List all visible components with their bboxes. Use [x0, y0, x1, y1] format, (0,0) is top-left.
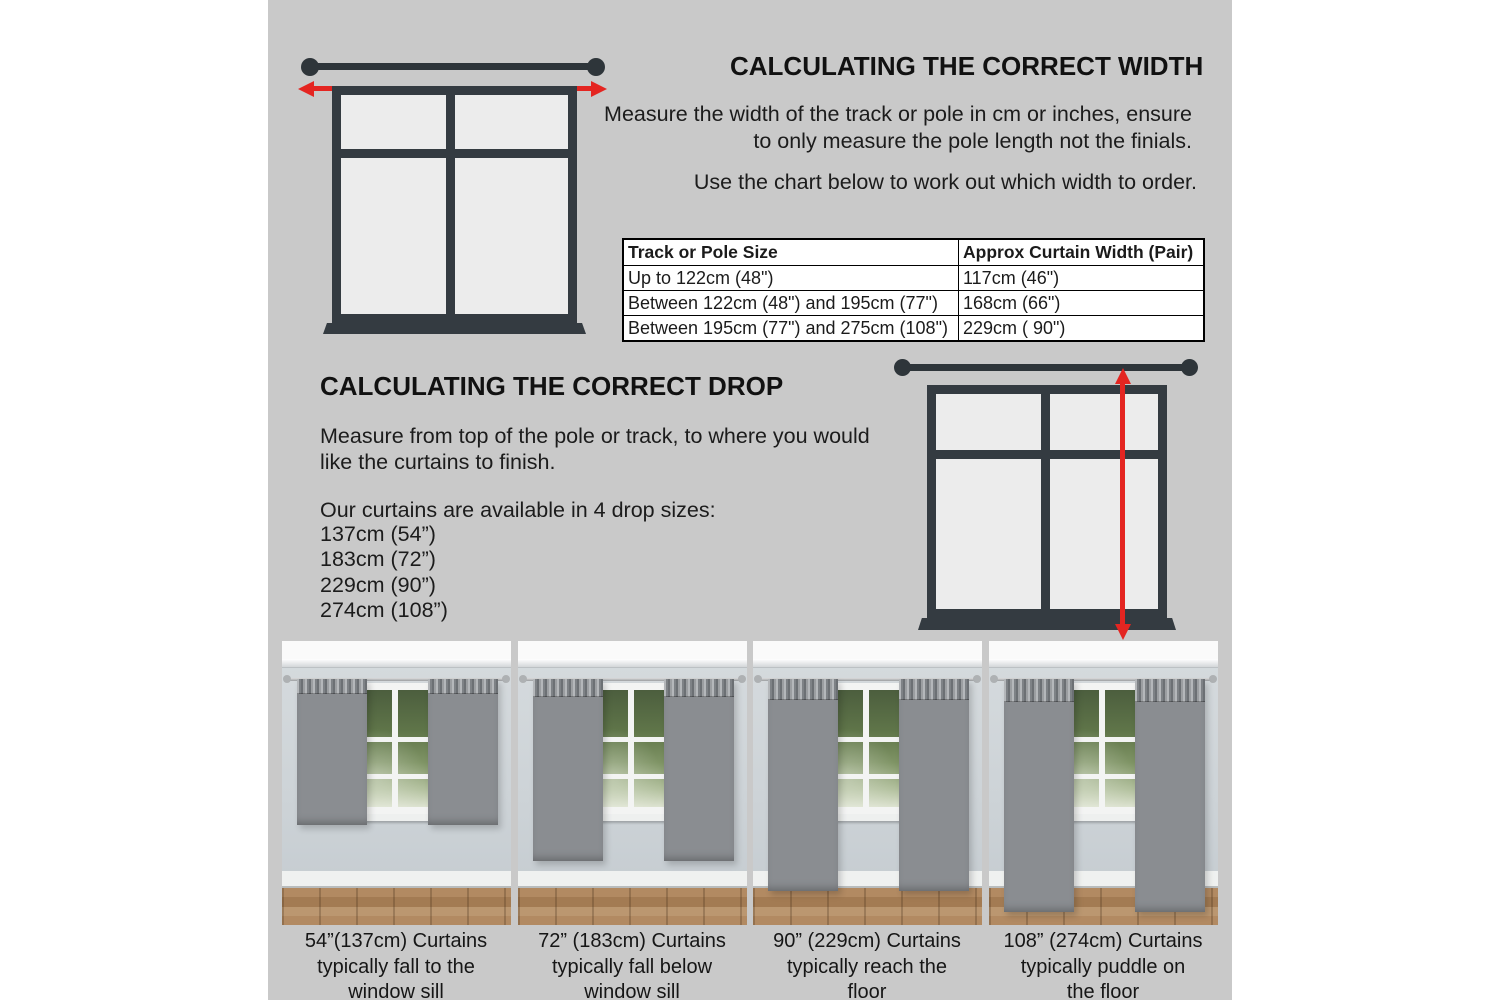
cornice [989, 659, 1218, 667]
curtain-width-cell: 229cm ( 90") [959, 316, 1205, 342]
table-row [623, 291, 1204, 316]
window-pane [341, 158, 446, 314]
wood-floor [282, 888, 511, 925]
baseboard [518, 871, 747, 887]
curtain-right [1135, 679, 1205, 912]
table-header-pole-size: Track or Pole Size [623, 239, 959, 266]
curtain-left [1004, 679, 1074, 912]
table-header-row [623, 239, 1204, 266]
drop-diagram-pole-finial-left [894, 359, 911, 376]
table-row [623, 316, 1204, 342]
curtain-right [899, 679, 969, 891]
width-section-title: CALCULATING THE CORRECT WIDTH [730, 51, 1204, 81]
width-diagram-pole-finial-right [587, 58, 605, 76]
width-arrow-left-head-icon [298, 81, 314, 97]
glazing-bar [863, 690, 869, 807]
drop-diagram-pole-finial-right [1181, 359, 1198, 376]
width-diagram-pole [312, 63, 594, 70]
example-photo-72in [518, 641, 747, 925]
drop-arrow-bottom-head-icon [1115, 624, 1131, 640]
drop-arrow-top-head-icon [1115, 368, 1131, 384]
cornice [753, 659, 982, 667]
width-diagram-pole-finial-left [301, 58, 319, 76]
drop-diagram-window [927, 385, 1167, 618]
caption-line: window sill [584, 981, 680, 1000]
caption-108in [997, 929, 1209, 1000]
cornice [282, 659, 511, 667]
drop-intro-line2: like the curtains to finish. [320, 450, 556, 474]
caption-line: 108” (274cm) Curtains [1003, 930, 1203, 952]
width-intro-line1: Measure the width of the track or pole in cm or inches, ensure [604, 102, 1192, 126]
ceiling [989, 641, 1218, 659]
window-pane [341, 95, 446, 149]
wood-floor [518, 888, 747, 925]
window-pane [936, 459, 1041, 609]
caption-54in [290, 929, 502, 1000]
curtain-right [428, 679, 498, 825]
curtain-right [664, 679, 734, 861]
caption-90in [761, 929, 973, 1000]
example-photo-54in [282, 641, 511, 925]
ceiling [518, 641, 747, 659]
window-pane [936, 394, 1041, 450]
caption-line: floor [847, 981, 887, 1000]
caption-line: typically reach the [786, 955, 948, 978]
ceiling [282, 641, 511, 659]
caption-line: typically fall to the [317, 955, 475, 978]
curtain-left [533, 679, 603, 861]
glazing-bar [1099, 690, 1105, 807]
window-pane [455, 95, 568, 149]
curtain-left [297, 679, 367, 825]
width-diagram-window [332, 86, 577, 323]
width-intro-line2: to only measure the pole length not the finials. [753, 129, 1192, 153]
drop-size-item: 137cm (54”) [320, 522, 436, 546]
drop-size-item: 183cm (72”) [320, 547, 436, 572]
pole-size-cell: Up to 122cm (48") [623, 266, 959, 291]
curtain-width-cell: 117cm (46") [959, 266, 1205, 291]
curtain-left [768, 679, 838, 891]
caption-line: typically fall below [551, 955, 713, 978]
width-chart-table [622, 238, 1205, 342]
drop-diagram-pole [905, 364, 1187, 371]
ceiling [753, 641, 982, 659]
drop-sizes-intro: Our curtains are available in 4 drop sizes: [320, 498, 716, 522]
caption-line: 54”(137cm) Curtains [304, 930, 488, 952]
glazing-bar [628, 690, 634, 807]
drop-sizes-list [320, 522, 448, 624]
width-arrow-right-head-icon [591, 81, 607, 97]
caption-line: 72” (183cm) Curtains [538, 930, 726, 952]
drop-size-item: 229cm (90”) [320, 572, 436, 597]
window-pane [1050, 459, 1158, 609]
table-header-curtain-width: Approx Curtain Width (Pair) [959, 239, 1205, 266]
drop-diagram-window-sill [918, 618, 1176, 630]
table-row [623, 266, 1204, 291]
drop-arrow-line [1120, 380, 1125, 628]
drop-intro-line1: Measure from top of the pole or track, to where you would [320, 424, 870, 448]
baseboard [282, 871, 511, 887]
caption-line: typically puddle on [1020, 955, 1186, 978]
drop-size-item: 274cm (108”) [320, 598, 448, 623]
cornice [518, 659, 747, 667]
caption-line: the floor [1066, 981, 1140, 1000]
example-photo-108in [989, 641, 1218, 925]
glazing-bar [392, 690, 398, 807]
drop-measure-arrow [1115, 368, 1131, 640]
wood-floor [753, 888, 982, 925]
example-photo-90in [753, 641, 982, 925]
caption-72in [526, 929, 738, 1000]
window-pane [1050, 394, 1158, 450]
caption-line: 90” (229cm) Curtains [773, 930, 961, 952]
pole-size-cell: Between 195cm (77") and 275cm (108") [623, 316, 959, 342]
curtain-width-cell: 168cm (66") [959, 291, 1205, 316]
drop-section-title: CALCULATING THE CORRECT DROP [320, 371, 784, 401]
pole-size-cell: Between 122cm (48") and 195cm (77") [623, 291, 959, 316]
width-chart-hint: Use the chart below to work out which width to order. [693, 170, 1197, 194]
caption-line: window sill [348, 981, 444, 1000]
width-diagram-window-sill [323, 323, 586, 334]
window-pane [455, 158, 568, 314]
